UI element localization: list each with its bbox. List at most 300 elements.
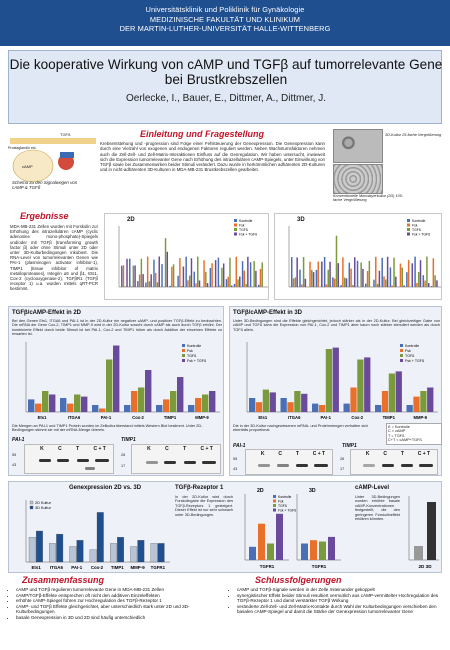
bar <box>382 391 388 412</box>
bar <box>210 268 211 287</box>
bar <box>129 259 130 287</box>
conclusion-item: • synergistischer Effekt beider Stimuli resultiert vermutlich aus cAMP-vermittelter Hochregulation des TGFβ-Rezeptor 1 und damit verstärkter TGFβ Wirkung <box>237 593 442 604</box>
blot-2d-pai1-label: PAI-1 <box>12 437 25 443</box>
bar <box>313 272 315 287</box>
conclusion-heading: Schlussfolgerungen <box>255 575 342 585</box>
bar <box>362 269 364 287</box>
bar <box>319 542 326 560</box>
legend-label: Fsk + TGFß <box>239 232 258 237</box>
chart-receptor <box>235 486 353 572</box>
bar <box>424 281 426 287</box>
legend-swatch <box>407 224 410 227</box>
legend-swatch <box>234 228 237 231</box>
bar <box>167 252 168 287</box>
bar <box>124 405 130 412</box>
bar <box>239 276 240 287</box>
blot-3d-timp1-label: TIMP1 <box>342 443 357 449</box>
bar <box>385 279 387 287</box>
legend-swatch <box>407 233 410 236</box>
bar <box>141 259 142 287</box>
bar <box>377 284 379 287</box>
legend-label: TGFß <box>412 228 421 232</box>
lane-label: C + T <box>417 451 431 457</box>
bar <box>357 261 359 287</box>
bar <box>263 390 269 412</box>
blot-legend-item: C = cAMP <box>388 429 406 434</box>
bar <box>29 537 36 562</box>
overview-2d-svg <box>105 214 270 301</box>
bar <box>420 260 422 287</box>
lane-label: T <box>183 446 187 452</box>
bar <box>389 374 395 413</box>
bar <box>126 259 127 287</box>
bar <box>229 258 230 287</box>
bar <box>194 272 195 287</box>
bar <box>332 277 334 287</box>
bar <box>293 278 295 287</box>
bar <box>333 348 339 412</box>
blot-3d-pai1-label: PAI-1 <box>233 443 246 449</box>
bar <box>340 285 342 287</box>
bar <box>418 272 420 287</box>
tick-label: TGFR1 <box>311 564 327 569</box>
bar <box>137 281 138 287</box>
band <box>164 461 176 464</box>
bar <box>365 284 367 287</box>
conclusion-item: • veränderte Zell-Zell- und Zell-Matrix-Kontakte durch Wahl der Kulturbedingungen verschieben den basalen cAMP-Spiegel und damit die Stärke der Genexpression tumorrelevanter Gene <box>237 604 442 615</box>
summary-item: • cAMP und TGFβ regulieren tumorrelevante Gene in MDA-MB-231 Zellen <box>16 587 224 593</box>
bar <box>207 283 208 287</box>
legend-swatch <box>182 349 185 352</box>
legend-label: Kontrolle <box>239 219 253 223</box>
legend-swatch <box>30 501 33 504</box>
gene-chart-2d <box>12 338 222 422</box>
panel-label: 3D <box>309 488 316 494</box>
panel-2d-title: TGFβ/cAMP-Effekt in 2D <box>12 310 81 316</box>
bar <box>357 360 363 413</box>
bar <box>155 273 156 287</box>
bar <box>260 269 261 287</box>
lane-label: K <box>260 451 265 457</box>
bar <box>258 285 259 287</box>
tick-label: MMP-9 <box>413 415 427 420</box>
signal-schema-diagram <box>8 128 98 188</box>
bar <box>258 524 265 560</box>
bar <box>294 391 300 412</box>
bar <box>203 260 204 287</box>
lane-label: C + T <box>93 446 106 452</box>
lane-label: C <box>383 451 387 457</box>
img2d-caption: Konventionelle Monolayerkultur (2D) 100-fache Vergrößerung <box>333 194 404 203</box>
legend-label: TGFß <box>187 354 197 358</box>
legend-swatch <box>273 500 276 503</box>
legend-label: TGFß <box>239 228 248 232</box>
bar <box>149 281 150 287</box>
bar <box>291 257 293 287</box>
bar <box>185 257 186 287</box>
cell-membrane <box>10 138 96 144</box>
band <box>314 464 328 467</box>
bar <box>414 546 423 560</box>
bar <box>195 398 201 412</box>
bar <box>406 272 408 287</box>
bar <box>342 257 344 287</box>
lane-label: C + T <box>200 446 213 452</box>
legend-swatch <box>182 359 185 362</box>
band <box>363 464 375 467</box>
bar <box>177 276 178 287</box>
chart-2d-vs-3d <box>12 494 172 572</box>
lane-label: T <box>295 451 299 457</box>
legend-label: Fsk <box>239 223 245 228</box>
bar <box>199 280 200 287</box>
band <box>382 464 394 467</box>
panel-3d-label: 3D <box>297 217 305 223</box>
bar <box>328 270 330 287</box>
bar <box>433 258 435 287</box>
bar <box>247 257 248 287</box>
bar <box>121 266 122 287</box>
tick-label: MMP-9 <box>195 415 209 420</box>
tick-label: PAI-1 <box>100 415 112 420</box>
legend-label: Kontrolle <box>412 219 426 223</box>
bar <box>387 257 389 287</box>
bar <box>159 257 160 287</box>
tick-label: Ets1 <box>31 565 41 570</box>
bar <box>402 268 404 287</box>
bar <box>81 397 87 412</box>
mw-marker: 17 <box>121 464 126 468</box>
legend-swatch <box>400 349 403 352</box>
legend-swatch <box>30 506 33 509</box>
bar <box>211 263 212 287</box>
bar <box>367 271 369 287</box>
bar <box>349 263 351 287</box>
bar <box>173 264 174 287</box>
bar <box>326 284 328 287</box>
bar <box>334 279 336 287</box>
bar <box>145 283 146 287</box>
bar <box>287 402 293 412</box>
bar <box>391 286 393 287</box>
bar <box>171 267 172 287</box>
bar <box>408 260 410 287</box>
legend-swatch <box>407 219 410 222</box>
g2d3d-title: Genexpression 2D vs. 3D <box>69 485 142 491</box>
band <box>401 464 413 467</box>
bar <box>215 260 216 287</box>
lane-label: T <box>400 451 404 457</box>
bar <box>316 270 318 287</box>
legend-swatch <box>407 228 410 231</box>
legend-label: Fsk + TGFß <box>405 359 425 363</box>
bar <box>350 388 356 413</box>
bar <box>191 258 192 287</box>
band <box>95 459 109 462</box>
bar <box>179 258 180 287</box>
bar <box>434 275 436 287</box>
band <box>57 459 69 462</box>
bar <box>147 257 148 287</box>
mw-marker: 17 <box>340 467 345 471</box>
legend-swatch <box>400 354 403 357</box>
mw-marker: 55 <box>12 453 17 457</box>
tick-label: ITGA6 <box>67 415 81 420</box>
bar <box>310 540 317 560</box>
bar <box>311 270 313 287</box>
schema-label-tgfb: TGFß <box>60 132 71 137</box>
bar <box>221 268 222 287</box>
bar <box>158 543 165 562</box>
bar <box>317 262 319 287</box>
bar <box>187 280 188 287</box>
mw-marker: 26 <box>121 453 126 457</box>
authors: Oerlecke, I., Bauer, E., Dittmer, A., Dittmer, J. <box>125 93 327 104</box>
bar <box>56 534 63 562</box>
bar <box>249 547 256 560</box>
conclusion-item: • cAMP und TGFβ-Signale werden in der Zelle miteinander gekoppelt <box>237 587 442 593</box>
tick-label: Ets1 <box>37 415 47 420</box>
legend-label: Fsk <box>278 499 284 504</box>
bar <box>153 260 154 287</box>
bar <box>138 388 144 413</box>
bar <box>177 377 183 412</box>
bar <box>231 286 232 287</box>
camp-text: Unter 3D-Bedingungen wurden erhöhte basale cAMP-Konzentrationen festgestellt, die den geringeren Forskolineffekt erklären könnten. <box>355 495 400 522</box>
bar <box>413 397 419 412</box>
bar <box>70 547 77 563</box>
legend-swatch <box>273 509 276 512</box>
bar <box>195 283 196 287</box>
summary-item: • basale Genexpression in 3D und 2D sind häufig unterschiedlich <box>16 615 224 621</box>
bar <box>151 543 158 562</box>
blot-legend-item: T = TGFß <box>388 433 405 438</box>
bar <box>407 405 413 412</box>
bar <box>117 537 124 562</box>
intro-body: Krebsentstehung und -progression sind Folge einer Fehlsteuerung der Genexpression. Die Genexpression kann durch eine Vielzahl von exogenen und endogenen Faktoren reguliert werden. Neben Wachstumsfaktoren nehmen auch die Zell-Zell- und Zell-Matrix-Interaktionen Einfluss auf die Genregulation. Wir haben untersucht, inwieweit sich die Expression tumorrelevanter Gene nach Erhöhung des intrazellulären cAMP-Spiegels, unter Einwirkung von TGFβ sowie bei Zusammenwirken beider Stimuli verändert. Dazu wurde in herkömmlichen adhärenten 2D-Kulturen und in nicht-adhärenten 3D-Kulturen in MDA-MB-231 Brustkrebszellen gearbeitet. <box>100 141 325 173</box>
bar <box>92 405 98 412</box>
receptor <box>60 152 74 158</box>
bar <box>375 257 377 287</box>
legend-label: Kontrolle <box>278 495 292 499</box>
lane-label: C <box>278 451 282 457</box>
bar <box>412 263 414 287</box>
bar <box>319 405 325 412</box>
lane-label: T <box>76 446 80 452</box>
bar <box>350 269 352 287</box>
bar <box>133 266 134 287</box>
bar <box>142 274 143 287</box>
tick-label: Ets1 <box>258 415 268 420</box>
legend-label: Fsk + TGFß <box>278 508 297 513</box>
legend-label: 3D Kultur <box>35 506 51 510</box>
summary-item: • erhöhte cAMP-Spiegel führen zur Hochregulation des TGFβ-Rezeptor 1 <box>16 598 224 604</box>
bar <box>321 262 323 287</box>
chart-2d-overview <box>104 213 269 300</box>
overview-3d-svg <box>275 214 443 301</box>
mw-marker: 43 <box>12 463 17 467</box>
panel-3d-title: TGFβ/cAMP-Effekt in 3D <box>233 310 302 316</box>
tick-label: PAI-1 <box>320 415 331 420</box>
legend-swatch <box>234 233 237 236</box>
lane-label: C + T <box>312 451 326 457</box>
bar <box>390 267 392 287</box>
bar <box>267 544 274 561</box>
tick-label: TIMP1 <box>110 565 124 570</box>
summary-item: • cAMP/TGFβ-Effekte entsprechen oft nicht den additiven Einzeleffekten <box>16 593 224 599</box>
bar <box>423 275 425 287</box>
bar <box>256 402 262 412</box>
bar <box>60 398 66 412</box>
bar <box>139 275 140 287</box>
bar <box>395 277 397 287</box>
schema-label-camp: cAMP <box>22 164 33 169</box>
bar <box>253 261 254 287</box>
panel-2d-effect <box>8 306 224 476</box>
bar <box>352 285 354 287</box>
bar <box>226 279 227 287</box>
bar <box>301 284 303 287</box>
tick-label: TGFR1 <box>259 564 275 569</box>
bar <box>299 270 301 287</box>
bar <box>336 236 338 287</box>
bar <box>156 405 162 412</box>
bar <box>383 276 385 287</box>
schema-caption: Schema zu den Signalwegen von cAMP & TGFß <box>12 180 78 191</box>
tick-label: 2D 3D <box>418 564 432 569</box>
bar <box>209 391 215 412</box>
camp-title: cAMP-Level <box>355 485 390 491</box>
bar <box>131 286 132 287</box>
bar <box>255 271 256 287</box>
bar <box>245 284 246 287</box>
band <box>85 467 95 470</box>
tick-label: Cox-2 <box>132 415 144 420</box>
tick-label: Cox-2 <box>90 565 104 570</box>
legend-label: TGFß <box>405 354 415 358</box>
bar <box>169 286 170 287</box>
bar <box>250 262 251 287</box>
bar <box>364 357 370 412</box>
bar <box>375 405 381 412</box>
bar <box>261 262 262 287</box>
bar <box>163 399 169 412</box>
bar <box>301 394 307 412</box>
bar <box>234 284 235 287</box>
header-line-1: Universitätsklinik und Poliklinik für Gynäkologie <box>145 5 305 14</box>
bar <box>328 537 335 560</box>
bar <box>110 543 117 562</box>
gene-chart-3d <box>233 338 440 422</box>
bar <box>67 404 73 412</box>
tick-label: TIMP1 <box>163 415 177 420</box>
bar <box>218 258 219 287</box>
bar <box>428 283 430 287</box>
bar <box>270 392 276 412</box>
lane-label: K <box>147 446 151 452</box>
receptor-title: TGFβ-Rezeptor 1 <box>175 485 224 491</box>
bar <box>74 395 80 413</box>
institution-header <box>0 0 450 46</box>
legend-label: Fsk + TGFß <box>412 232 431 237</box>
band <box>258 464 270 467</box>
bar <box>42 391 48 412</box>
summary-heading: Zusammenfassung <box>22 575 105 585</box>
bar <box>426 257 428 287</box>
bar <box>130 547 137 563</box>
panel-label: 2D <box>257 488 264 494</box>
bar <box>296 257 298 287</box>
western-blot-2d-pai1 <box>24 444 114 474</box>
bar <box>223 263 224 287</box>
bar <box>113 346 119 413</box>
lane-label: C <box>58 446 62 452</box>
bar <box>344 278 346 287</box>
bar <box>369 261 371 287</box>
bar <box>303 257 305 287</box>
blot-legend <box>386 423 442 445</box>
bar <box>249 398 255 412</box>
tick-label: TGFR1 <box>150 565 166 570</box>
bar <box>427 502 436 560</box>
bar <box>427 388 433 413</box>
panel-comparison <box>8 481 442 573</box>
legend-swatch <box>234 219 237 222</box>
legend-swatch <box>234 224 237 227</box>
bar <box>414 257 416 287</box>
intro-heading: Einleitung und Fragestellung <box>140 129 265 139</box>
western-blot-2d-timp1 <box>131 444 221 474</box>
bar <box>360 263 362 287</box>
schema-label-prost: Prostaglandin etc. <box>8 146 37 150</box>
bar <box>205 272 206 287</box>
bar <box>324 257 326 287</box>
bar <box>161 264 162 287</box>
tick-label: MMP-9 <box>130 565 145 570</box>
bar <box>77 540 84 562</box>
tick-label: TIMP1 <box>382 415 395 420</box>
bar <box>276 514 283 560</box>
bar <box>125 286 126 287</box>
panel-2d-label: 2D <box>127 217 135 223</box>
header-line-2: MEDIZINISCHE FAKULTÄT UND KLINIKUM <box>149 14 301 24</box>
blot-legend-item: K = Kontrolle <box>388 425 410 429</box>
panel-3d-text2: Die in der 3D-Kultur nachgewiesenen mRNA- und Proteinmengen verhalten sich ebenfalls proportional. <box>233 424 369 433</box>
lane-label: C <box>165 446 169 452</box>
legend-label: Fsk <box>412 223 418 228</box>
title-box <box>8 50 442 124</box>
legend-label: Kontrolle <box>187 344 202 348</box>
bar <box>28 399 34 412</box>
blot-legend-item: C+T = cAMP+TGFß <box>388 438 422 443</box>
bar <box>295 277 297 287</box>
band <box>77 459 89 462</box>
bar <box>189 276 190 287</box>
chart-3d-overview <box>274 213 442 300</box>
summary-item: • cAMP- und TGFβ Effekte gleichgerichtet, aber unterschiedlich stark unter 2D und 3D-Kulturbedingungen <box>16 604 224 615</box>
img3d-caption: 3D-Kultur 25-fache Vergrößerung <box>385 133 442 137</box>
bar <box>35 404 41 412</box>
legend-label: Kontrolle <box>405 344 420 348</box>
bar <box>436 280 438 287</box>
bar <box>431 286 433 287</box>
bar <box>97 512 104 562</box>
band <box>202 461 216 464</box>
bar <box>150 274 151 287</box>
bar <box>338 263 340 287</box>
bar <box>49 543 56 562</box>
bar <box>36 531 43 562</box>
